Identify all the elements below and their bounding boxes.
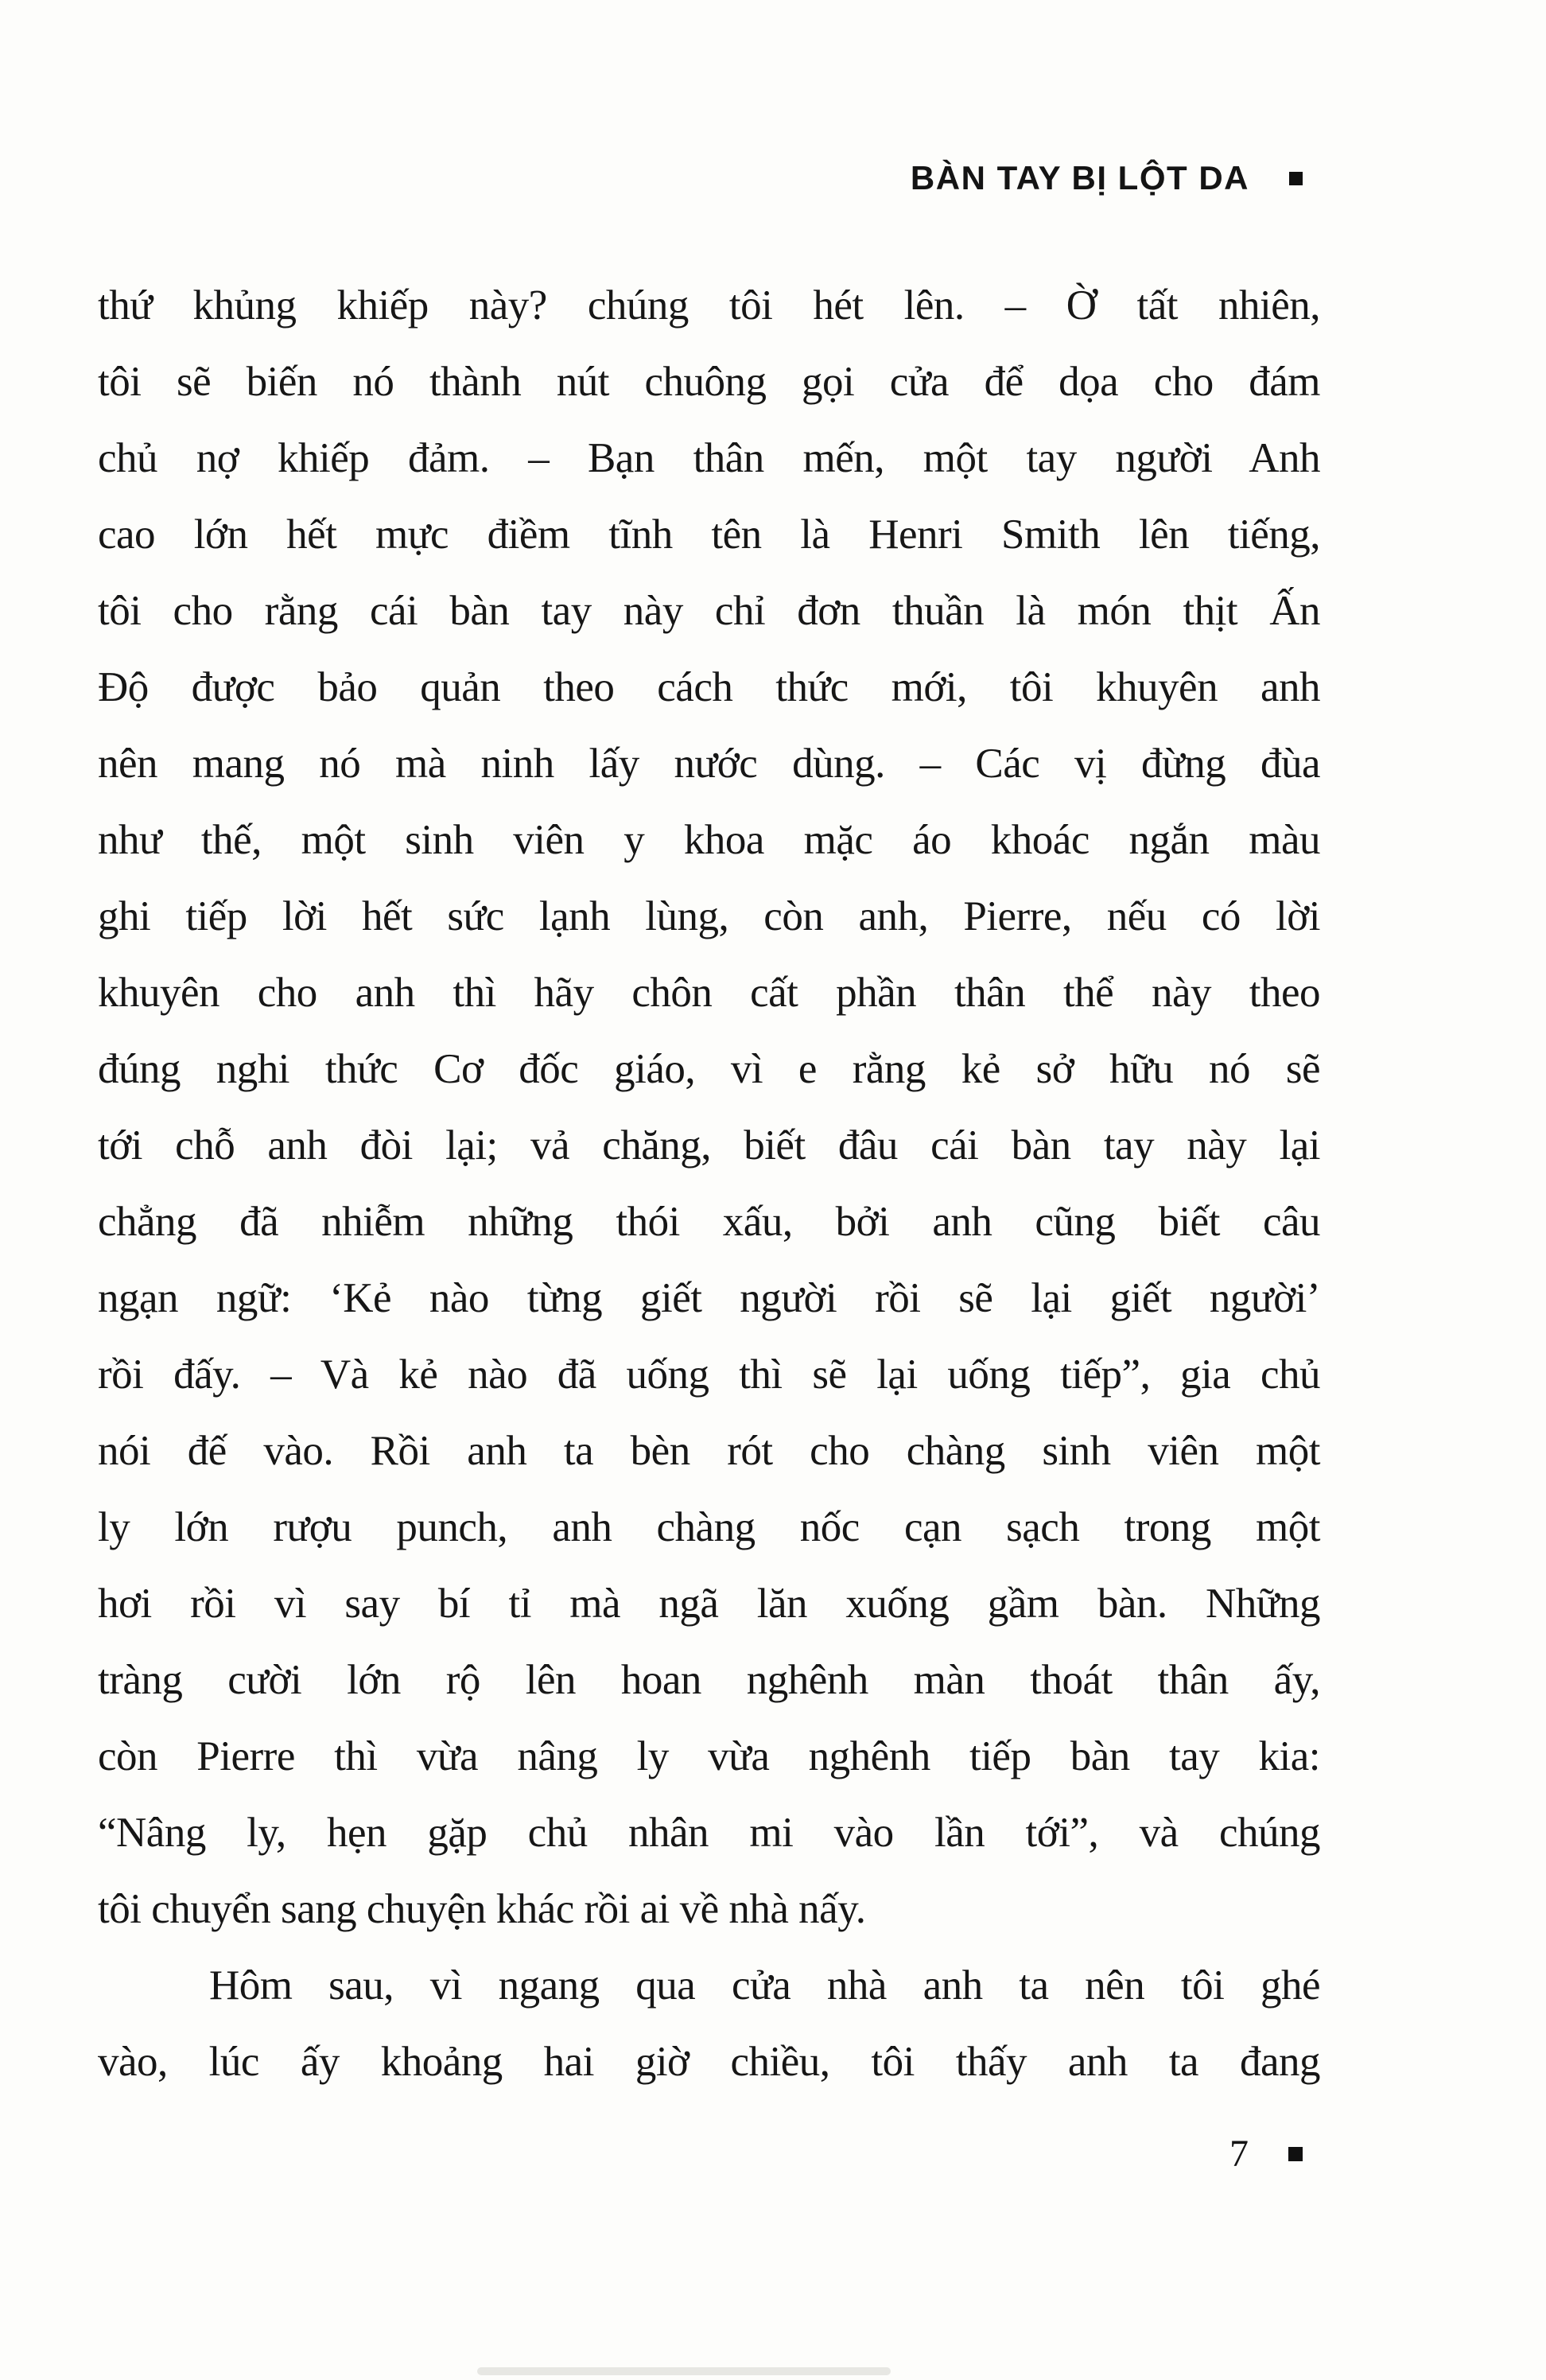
text-line: tôi sẽ biến nó thành nút chuông gọi cửa để dọa cho đám (98, 359, 1320, 405)
text-line: cao lớn hết mực điềm tĩnh tên là Henri Smith lên tiếng, (98, 511, 1320, 558)
text-line: hơi rồi vì say bí tỉ mà ngã lăn xuống gầm bàn. Những (98, 1581, 1320, 1627)
running-header (911, 159, 1303, 197)
text-line: thứ khủng khiếp này? chúng tôi hét lên. – Ờ tất nhiên, (98, 282, 1320, 329)
text-line: ly lớn rượu punch, anh chàng nốc cạn sạch trong một (98, 1504, 1320, 1550)
scan-artifact (477, 2367, 891, 2375)
text-line: tôi cho rằng cái bàn tay này chỉ đơn thuần là món thịt Ấn (98, 588, 1320, 634)
running-header-title: BÀN TAY BỊ LỘT DA (910, 159, 1249, 196)
text-line: như thế, một sinh viên y khoa mặc áo khoác ngắn màu (98, 817, 1320, 863)
square-bullet-icon (1288, 2147, 1303, 2161)
text-line: khuyên cho anh thì hãy chôn cất phần thân thể này theo (98, 970, 1320, 1016)
text-line: Hôm sau, vì ngang qua cửa nhà anh ta nên tôi ghé (209, 1962, 1320, 2009)
text-line: chẳng đã nhiễm những thói xấu, bởi anh cũng biết câu (98, 1199, 1320, 1245)
text-line: còn Pierre thì vừa nâng ly vừa nghênh tiếp bàn tay kia: (98, 1733, 1320, 1779)
text-line: chủ nợ khiếp đảm. – Bạn thân mến, một tay người Anh (98, 435, 1320, 481)
square-bullet-icon (1289, 172, 1303, 185)
text-line: tôi chuyển sang chuyện khác rồi ai về nhà nấy. (98, 1886, 866, 1932)
text-line: ngạn ngữ: ‘Kẻ nào từng giết người rồi sẽ lại giết người’ (98, 1275, 1320, 1321)
text-line: Độ được bảo quản theo cách thức mới, tôi khuyên anh (98, 664, 1320, 710)
text-line: nói đế vào. Rồi anh ta bèn rót cho chàng sinh viên một (98, 1428, 1320, 1474)
page-number: 7 (1229, 2133, 1249, 2175)
page-footer (1229, 2132, 1303, 2176)
text-line: tới chỗ anh đòi lại; vả chăng, biết đâu cái bàn tay này lại (98, 1122, 1320, 1169)
text-line: nên mang nó mà ninh lấy nước dùng. – Các vị đừng đùa (98, 741, 1320, 787)
text-line: đúng nghi thức Cơ đốc giáo, vì e rằng kẻ sở hữu nó sẽ (98, 1046, 1320, 1092)
text-line: “Nâng ly, hẹn gặp chủ nhân mi vào lần tới”, và chúng (98, 1810, 1320, 1856)
text-line: vào, lúc ấy khoảng hai giờ chiều, tôi thấy anh ta đang (98, 2039, 1320, 2085)
text-line: rồi đấy. – Và kẻ nào đã uống thì sẽ lại uống tiếp”, gia chủ (98, 1351, 1320, 1398)
body-text (98, 267, 1320, 2100)
text-line: ghi tiếp lời hết sức lạnh lùng, còn anh, Pierre, nếu có lời (98, 893, 1320, 939)
text-line: tràng cười lớn rộ lên hoan nghênh màn thoát thân ấy, (98, 1657, 1320, 1703)
